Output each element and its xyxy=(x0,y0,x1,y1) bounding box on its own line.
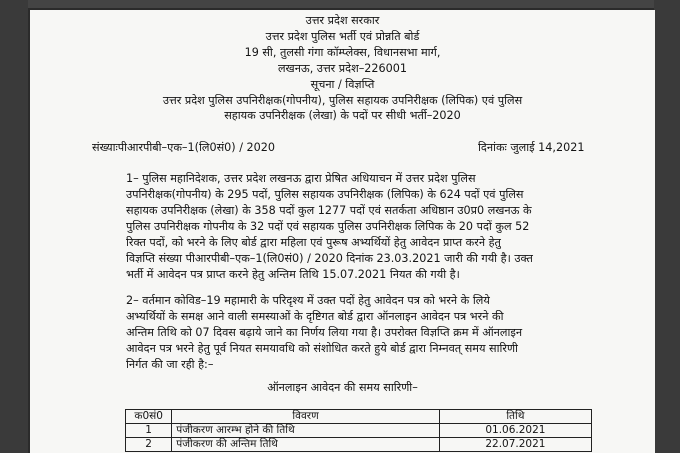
viewer-top-bar xyxy=(0,0,680,8)
row-description: पंजीकरण आरम्भ होने की तिथि xyxy=(172,424,440,438)
table-row xyxy=(126,424,592,438)
schedule-table xyxy=(125,409,592,452)
header-date: तिथि xyxy=(439,410,591,424)
p1-line: पुलिस उपनिरीक्षक गोपनीय के 32 पदों एवं सहायक पुलिस उपनिरीक्षक लिपिक के 20 पदों कुल 52 xyxy=(126,220,530,233)
header-description: विवरण xyxy=(172,410,440,424)
subject-line-1: उत्तर प्रदेश पुलिस उपनिरीक्षक(गोपनीय), पुलिस सहायक उपनिरीक्षक (लिपिक) एवं पुलिस xyxy=(162,94,523,107)
p2-line: आवेदन पत्र भरने हेतु पूर्व नियत समयावधि को संशोधित करते हुये बोर्ड द्वारा निम्नवत् समय सारिणी xyxy=(126,342,518,355)
schedule-title: ऑनलाइन आवेदन की समय सारिणी– xyxy=(267,381,418,394)
p1-line: 1– पुलिस महानिदेशक, उत्तर प्रदेश लखनऊ द्वारा प्रेषित अधियाचन में उत्तर प्रदेश पुलिस xyxy=(126,172,476,185)
p2-line: 2– वर्तमान कोविड–19 महामारी के परिदृश्य में उक्त पदों हेतु आवेदन पत्र को भरने के लिये xyxy=(126,294,490,307)
p1-line: उपनिरीक्षक(गोपनीय) के 295 पदों, पुलिस सहायक उपनिरीक्षक (लिपिक) के 624 पदों एवं पुलिस xyxy=(126,188,524,201)
table-row xyxy=(126,438,592,452)
p2-line: निर्गत की जा रही है:– xyxy=(126,358,214,371)
viewer-right-margin xyxy=(654,0,680,453)
p1-line: सहायक उपनिरीक्षक (लेखा) के 358 पदों कुल 1277 पदों एवं सतर्कता अधिष्ठान उ0प्र0 लखनऊ के xyxy=(126,204,532,217)
row-serial: 2 xyxy=(126,438,172,452)
p1-line: रिक्त पदों, को भरने के लिए बोर्ड द्वारा महिला एवं पुरूष अभ्यर्थियों हेतु आवेदन प्राप्त करने हेतु xyxy=(126,236,501,249)
viewer-left-margin xyxy=(0,0,28,453)
p2-line: अन्तिम तिथि को 07 दिवस बढ़ाये जाने का निर्णय लिया गया है। उपरोक्त विज्ञप्ति क्रम में ऑनलाइन xyxy=(126,326,523,339)
notice-label: सूचना / विज्ञप्ति xyxy=(310,78,375,91)
row-date: 22.07.2021 xyxy=(439,438,591,452)
govt-name: उत्तर प्रदेश सरकार xyxy=(305,14,380,27)
document-page xyxy=(30,10,655,453)
address-line-1: 19 सी, तुलसी गंगा कॉम्प्लेक्स, विधानसभा मार्ग, xyxy=(244,46,441,59)
p1-line: विज्ञप्ति संख्या पीआरपीबी–एक–1(लि0सं0) / 2020 दिनांक 23.03.2021 जारी की गयी है। उक्त xyxy=(126,252,533,265)
row-description: पंजीकरण की अन्तिम तिथि xyxy=(172,438,440,452)
row-date: 01.06.2021 xyxy=(439,424,591,438)
address-line-2: लखनऊ, उत्तर प्रदेश–226001 xyxy=(277,62,408,75)
p1-line: भर्ती में आवेदन पत्र प्राप्त करने हेतु अन्तिम तिथि 15.07.2021 नियत की गयी है। xyxy=(126,268,460,281)
board-name: उत्तर प्रदेश पुलिस भर्ती एवं प्रोन्नति बोर्ड xyxy=(265,30,420,43)
table-header-row xyxy=(126,410,592,424)
p2-line: अभ्यर्थियों के समक्ष आने वाली समस्याओं के दृष्टिगत बोर्ड द्वारा ऑनलाइन आवेदन पत्र भरने की xyxy=(126,310,504,323)
row-serial: 1 xyxy=(126,424,172,438)
reference-date: दिनांकः जुलाई 14,2021 xyxy=(478,141,585,154)
header-serial: क0सं0 xyxy=(126,410,172,424)
subject-line-2: सहायक उपनिरीक्षक (लेखा) के पदों पर सीधी भर्ती–2020 xyxy=(224,109,461,122)
reference-number: संख्याःपीआरपीबी–एक–1(लि0सं0) / 2020 xyxy=(92,141,275,154)
